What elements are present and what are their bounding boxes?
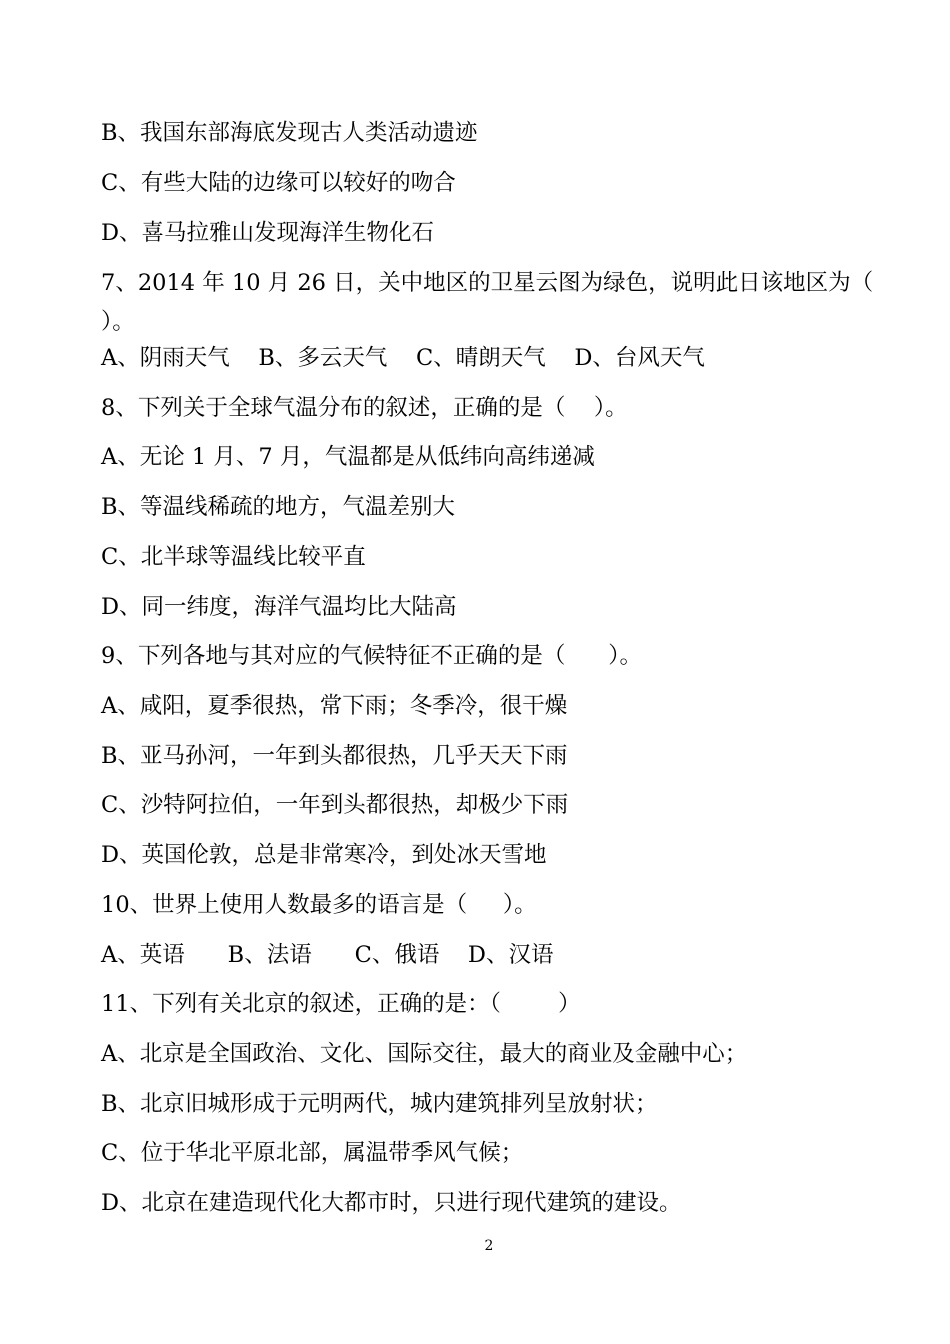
question-7-continuation: ）。 [101,309,135,335]
option-a-q11: A、北京是全国政治、文化、国际交往，最大的商业及金融中心； [101,1041,748,1067]
options-q10: A、英语 B、法语 C、俄语 D、汉语 [101,942,554,968]
option-d-q8: D、同一纬度，海洋气温均比大陆高 [101,594,457,620]
option-d-q9: D、英国伦敦，总是非常寒冷，到处冰天雪地 [101,842,547,868]
question-11: 11、下列有关北京的叙述，正确的是：（ ） [101,991,581,1017]
option-c-q6: C、有些大陆的边缘可以较好的吻合 [101,170,456,196]
page-number: 2 [484,1238,494,1254]
option-b-q11: B、北京旧城形成于元明两代，城内建筑排列呈放射状； [101,1091,658,1117]
option-a-q8: A、无论 1 月、7 月，气温都是从低纬向高纬递减 [101,444,595,470]
option-c-q11: C、位于华北平原北部，属温带季风气候； [101,1140,524,1166]
options-q7: A、阴雨天气 B、多云天气 C、晴朗天气 D、台风天气 [101,345,705,371]
option-b-q9: B、亚马孙河，一年到头都很热，几乎天天下雨 [101,743,568,769]
option-d-q11: D、北京在建造现代化大都市时，只进行现代建筑的建设。 [101,1190,682,1216]
option-b-q6: B、我国东部海底发现古人类活动遗迹 [101,120,478,146]
option-c-q9: C、沙特阿拉伯，一年到头都很热，却极少下雨 [101,792,569,818]
question-9: 9、下列各地与其对应的气候特征不正确的是（ ）。 [101,643,642,669]
option-a-q9: A、咸阳，夏季很热，常下雨；冬季冷，很干燥 [101,693,568,719]
option-b-q8: B、等温线稀疏的地方，气温差别大 [101,494,456,520]
option-c-q8: C、北半球等温线比较平直 [101,544,366,570]
question-8: 8、下列关于全球气温分布的叙述，正确的是（ ）。 [101,395,628,421]
question-7: 7、2014 年 10 月 26 日，关中地区的卫星云图为绿色，说明此日该地区为（ [101,270,874,296]
question-10: 10、世界上使用人数最多的语言是（ ）。 [101,892,537,918]
option-d-q6: D、喜马拉雅山发现海洋生物化石 [101,220,435,246]
